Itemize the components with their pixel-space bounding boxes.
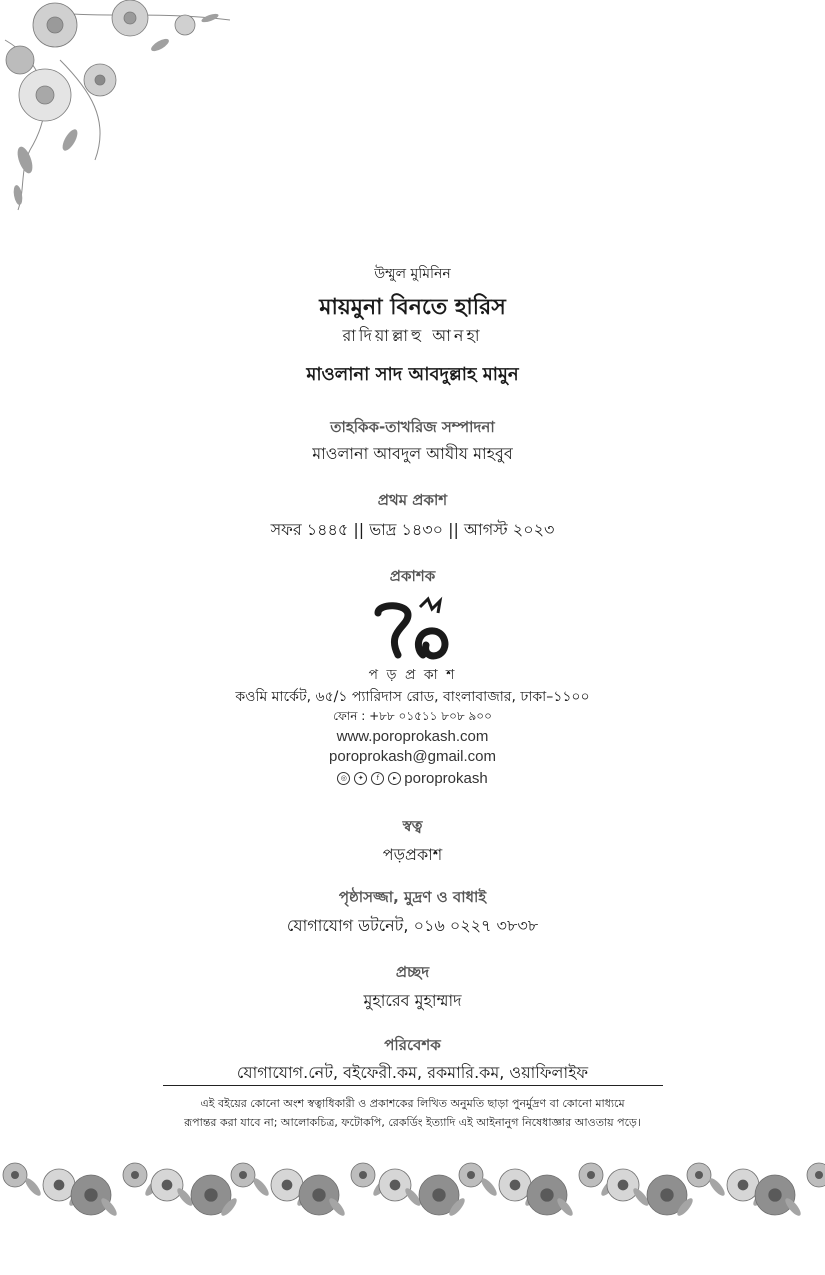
leaf: [707, 1176, 727, 1198]
first-edition-label: প্রথম প্রকাশ: [377, 491, 448, 509]
legal-notice-line2: রূপান্তর করা যাবে না; আলোকচিত্র, ফটোকপি, রেকর্ডিং ইত্যাদি এই আইনানুগ নিষেধাজ্ঞার আওতায় পড়ে।: [184, 1116, 641, 1129]
layout-print-value: যোগাযোগ ডটনেট, ০১৬ ০২২৭ ৩৮৩৮: [286, 916, 539, 935]
flower-center: [54, 1180, 65, 1191]
flower-center: [467, 1171, 475, 1179]
flower-center: [11, 1171, 19, 1179]
flower-center: [618, 1180, 629, 1191]
facebook-icon[interactable]: f: [371, 772, 384, 785]
instagram-icon[interactable]: ◎: [337, 772, 350, 785]
flower-center: [540, 1188, 553, 1201]
flower-center: [587, 1171, 595, 1179]
floral-border-ornament: [0, 1150, 825, 1230]
publisher-name: প ড় প্র কা শ: [368, 667, 457, 683]
flower-center: [432, 1188, 445, 1201]
publisher-label: প্রকাশক: [389, 567, 436, 585]
cover-label: প্রচ্ছদ: [395, 963, 430, 981]
book-title: মায়মুনা বিনতে হারিস: [319, 295, 506, 320]
flower-center: [768, 1188, 781, 1201]
flower-center: [282, 1180, 293, 1191]
layout-print-label: পৃষ্ঠাসজ্জা, মুদ্রণ ও বাধাই: [338, 888, 487, 906]
flower-center: [162, 1180, 173, 1191]
flower-center: [204, 1188, 217, 1201]
social-row: [0, 768, 825, 787]
flower-center: [695, 1171, 703, 1179]
first-edition-value: সফর ১৪৪৫ || ভাদ্র ১৪৩০ || আগস্ট ২০২৩: [270, 520, 555, 539]
distributor-value: যোগাযোগ.নেট, বইফেরী.কম, রকমারি.কম, ওয়াফিলাইফ: [236, 1063, 589, 1082]
publisher-logo: [368, 595, 458, 660]
divider-line: [163, 1085, 663, 1086]
flower-center: [131, 1171, 139, 1179]
twitter-icon[interactable]: ✦: [354, 772, 367, 785]
floral-corner-ornament: [0, 0, 240, 220]
youtube-icon[interactable]: ▸: [388, 772, 401, 785]
publisher-phone: ফোন : +৮৮ ০১৫১১ ৮০৮ ৯০০: [333, 709, 492, 723]
editing-value: মাওলানা আবদুল আযীয মাহবুব: [312, 444, 513, 463]
flower-center: [660, 1188, 673, 1201]
flower-center: [390, 1180, 401, 1191]
copyright-label: স্বত্ব: [402, 817, 423, 835]
social-icons: [337, 772, 401, 785]
social-handle[interactable]: poroprokash: [404, 770, 488, 787]
leaf: [251, 1176, 271, 1198]
flower-center: [359, 1171, 367, 1179]
distributor-label: পরিবেশক: [384, 1036, 441, 1054]
flower-center: [510, 1180, 521, 1191]
honorific: রাদিয়াল্লাহু আনহা: [342, 326, 483, 345]
cover-value: মুহারেব মুহাম্মাদ: [363, 991, 462, 1010]
flower-center: [815, 1171, 823, 1179]
copyright-value: পড়প্রকাশ: [382, 845, 443, 864]
editing-label: তাহকিক-তাখরিজ সম্পাদনা: [330, 418, 495, 436]
leaf: [23, 1176, 43, 1198]
publisher-address: কওমি মার্কেট, ৬৫/১ প্যারিদাস রোড, বাংলাবাজার, ঢাকা–১১০০: [235, 689, 590, 705]
flower-center: [738, 1180, 749, 1191]
publisher-email[interactable]: poroprokash@gmail.com: [329, 748, 496, 765]
flower-center: [312, 1188, 325, 1201]
series-label: উম্মুল মুমিনিন: [374, 266, 451, 282]
flower-center: [84, 1188, 97, 1201]
publisher-website[interactable]: www.poroprokash.com: [336, 728, 489, 745]
leaf: [479, 1176, 499, 1198]
author-name: মাওলানা সাদ আবদুল্লাহ মামুন: [306, 364, 519, 385]
flower-center: [239, 1171, 247, 1179]
legal-notice-line1: এই বইয়ের কোনো অংশ স্বত্বাধিকারী ও প্রকাশকের লিখিত অনুমতি ছাড়া পুনর্মুদ্রণ বা কোনো মাধ্যমে: [200, 1097, 625, 1110]
